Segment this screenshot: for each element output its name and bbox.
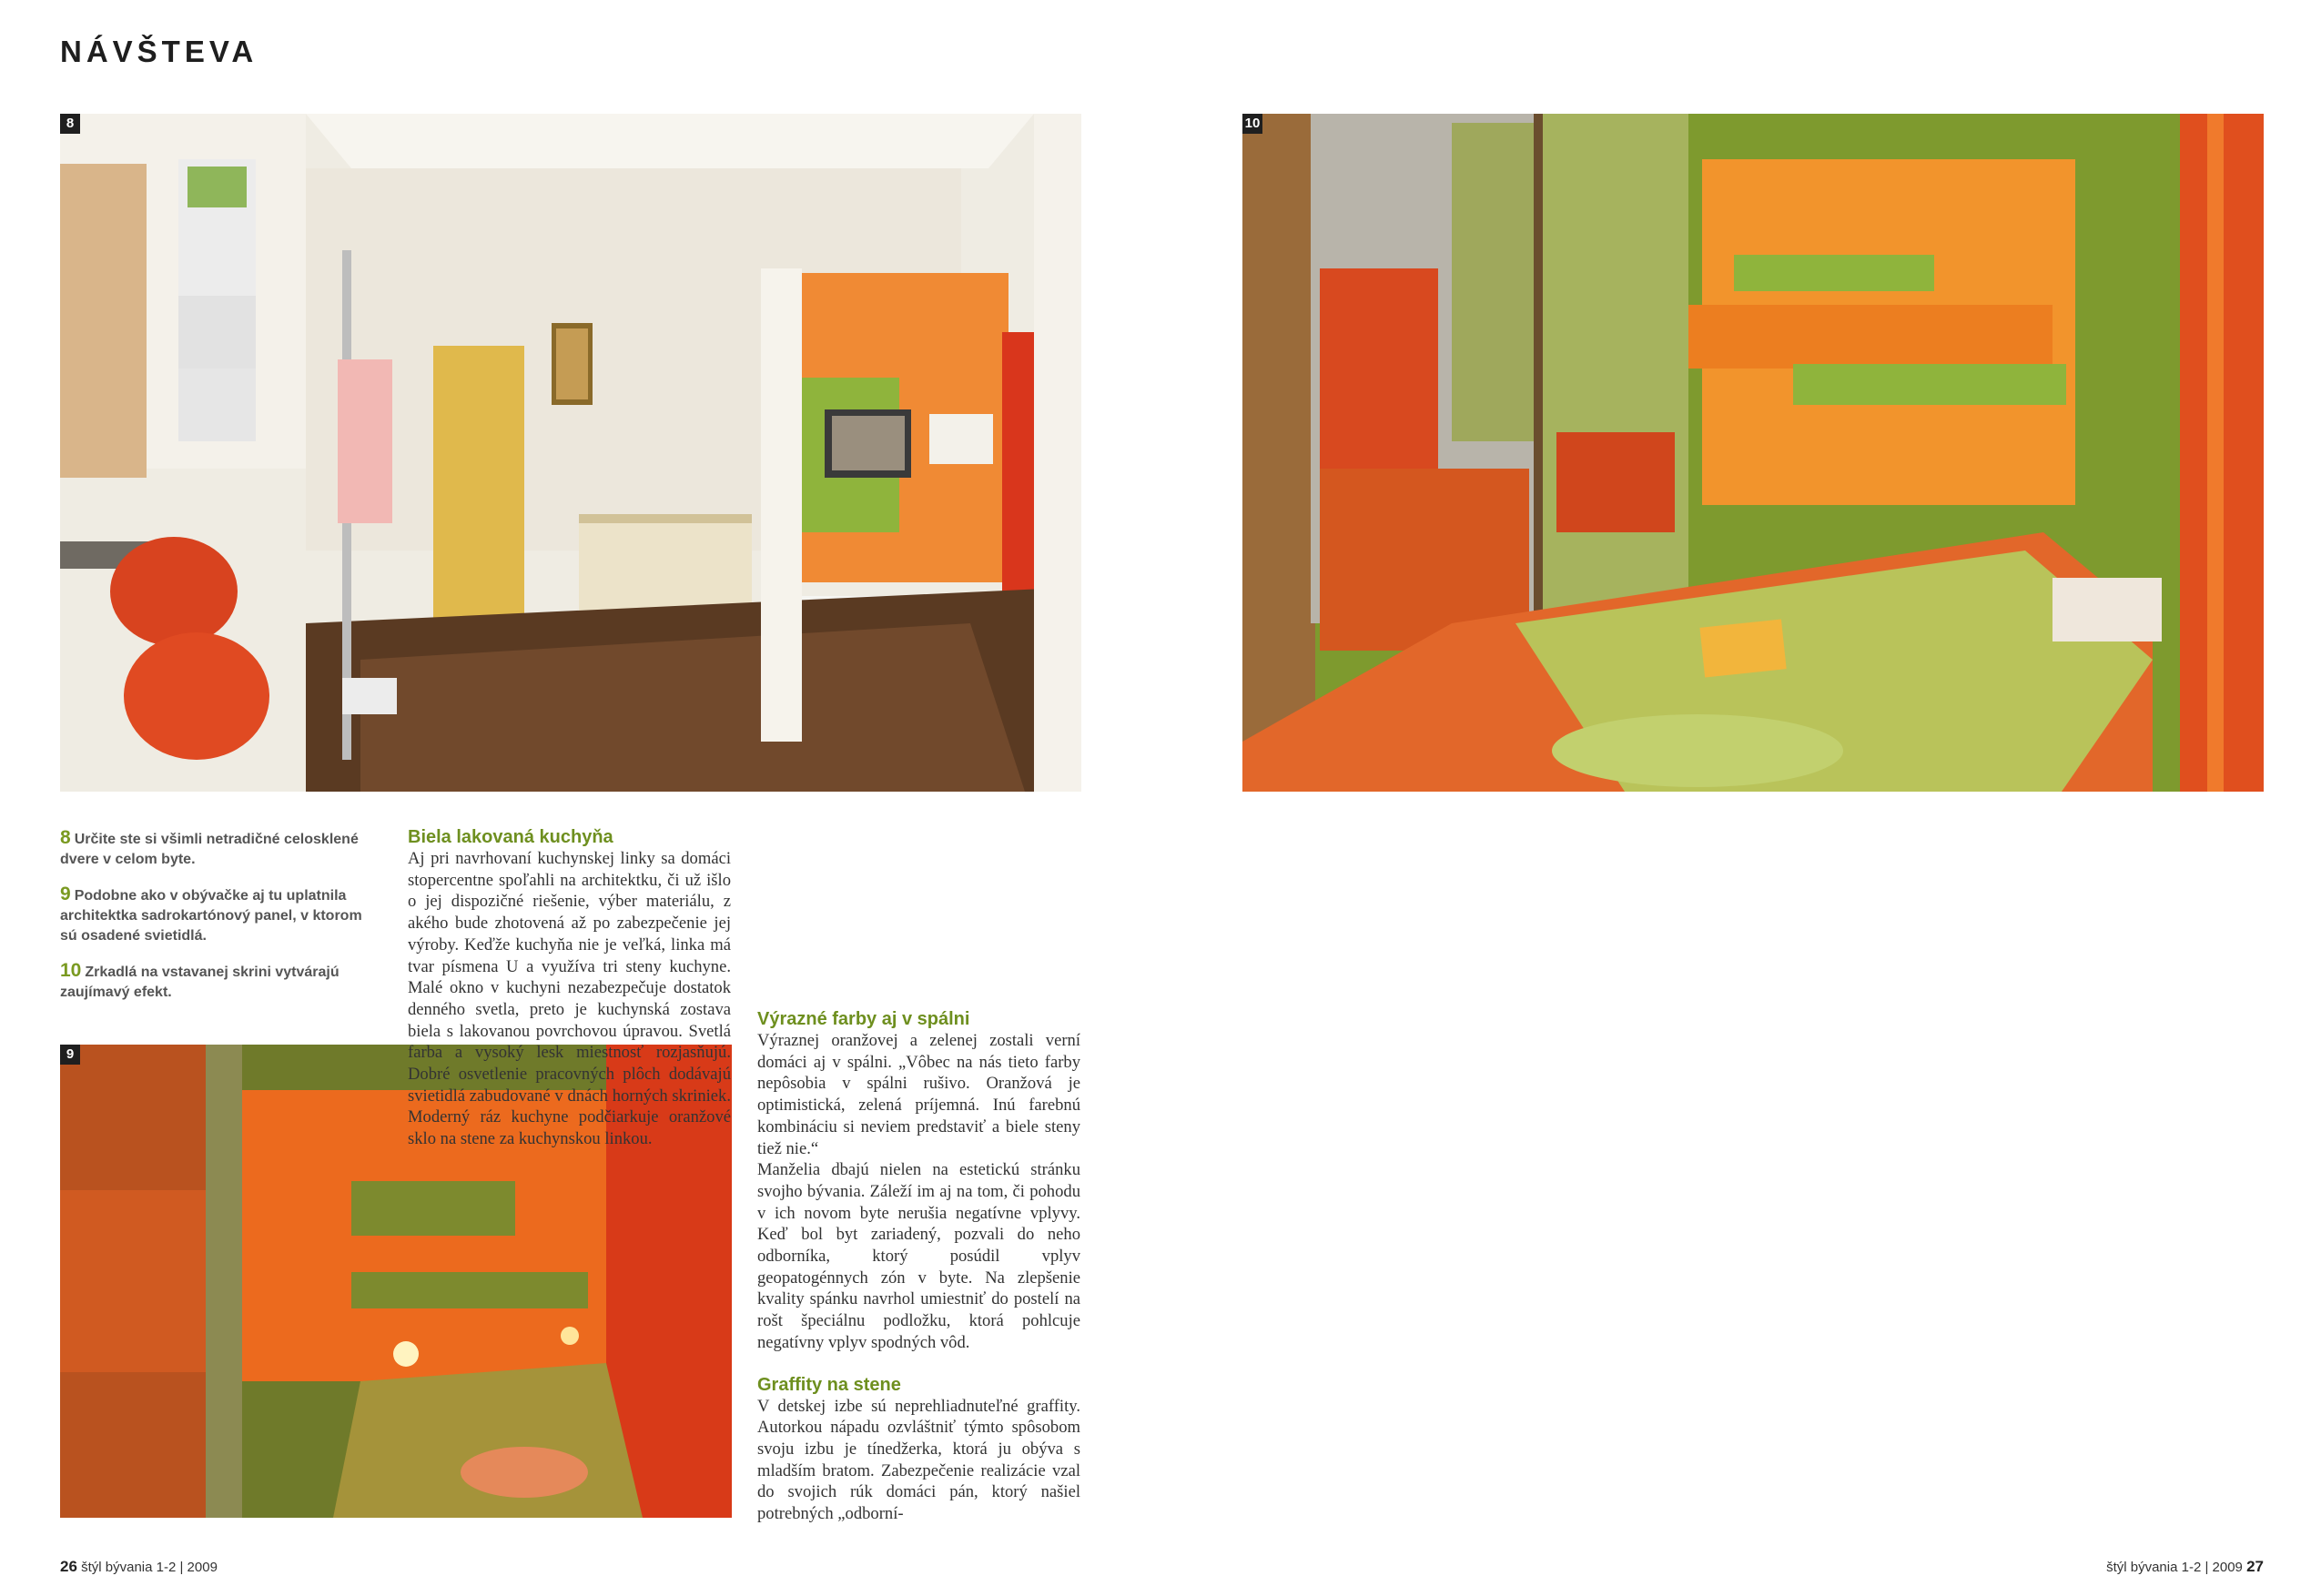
paragraph-bedroom-2: Manželia dbajú nielen na estetickú stránku svojho bývania. Záleží im aj na tom, či pohodu v ich novom byte nerušia negatívne vplyvy. Keď bol byt zariadený, pozvali do neho odborníka, ktorý posúdil vplyv geopatogénnych zón v byte. Na zlepšenie kvality spánku navrhol umiestniť do postelí na rošt špeciálnu podložku, ktorá pohlcuje negatívny vplyv spodných vôd. xyxy=(757,1160,1080,1352)
caption-8: 8 Určite ste si všimli netradičné celosklené dvere v celom byte. xyxy=(60,827,359,867)
heading-bedroom: Výrazné farby aj v spálni xyxy=(757,1009,970,1029)
article-column-2 xyxy=(757,826,1080,1525)
caption-10: 10 Zrkadlá na vstavanej skrini vytvárajú zaujímavý efekt. xyxy=(60,960,340,1000)
captions xyxy=(60,828,379,1017)
article-column-1 xyxy=(408,826,731,1149)
paragraph-graffity: V detskej izbe sú neprehliadnuteľné graffity. Autorkou nápadu ozvláštniť týmto spôsobom svoju izbu je tínedžerka, ktorá ju obýva s mladším bratom. Zabezpečenie realizácie vzal do svojich rúk domáci pán, ktorý našiel potrebných „odborní- xyxy=(757,1396,1080,1524)
photo-label: 9 xyxy=(60,1045,80,1065)
heading-graffity: Graffity na stene xyxy=(757,1374,901,1395)
section-title: NÁVŠTEVA xyxy=(60,35,258,68)
photo-8-living-room xyxy=(60,114,1081,792)
folio-right: štýl bývania 1-2 | 2009 27 xyxy=(2106,1558,2264,1575)
caption-9: 9 Podobne ako v obývačke aj tu uplatnila architektka sadrokartónový panel, v ktorom sú osadené svietidlá. xyxy=(60,884,362,944)
photo-label: 10 xyxy=(1242,114,1262,134)
paragraph-bedroom-1: Výraznej oranžovej a zelenej zostali verní domáci aj v spálni. „Vôbec na nás tieto farby nepôsobia v spálni rušivo. Oranžová je optimistická, zelená príjemná. Inú farebnú kombináciu si neviem predstaviť a biele steny tiež nie.“ xyxy=(757,1031,1080,1158)
folio-left: 26 štýl bývania 1-2 | 2009 xyxy=(60,1558,218,1575)
paragraph-kitchen: Aj pri navrhovaní kuchynskej linky sa domáci stopercentne spoľahli na architektku, či už išlo o jej dispozičné riešenie, výber materiálu, z akého bude zhotovená až po zabezpečenie jej výroby. Keďže kuchyňa nie je veľká, linka má tvar písmena U a využíva tri steny kuchyne. Malé okno v kuchyni nezabezpečuje dostatok denného svetla, preto je kuchynská zostava biela s lakovanou povrchovou úpravou. Svetlá farba a vysoký lesk miestnosť rozjasňujú. Dobré osvetlenie pracovných plôch dodávajú svietidlá zabudované v dnách horných skriniek. Moderný ráz kuchyne podčiarkuje oranžové sklo na stene za kuchynskou linkou. xyxy=(408,849,731,1149)
photo-10-bedroom-mirror xyxy=(1242,114,2264,792)
photo-label: 8 xyxy=(60,114,80,134)
heading-kitchen: Biela lakovaná kuchyňa xyxy=(408,827,613,847)
